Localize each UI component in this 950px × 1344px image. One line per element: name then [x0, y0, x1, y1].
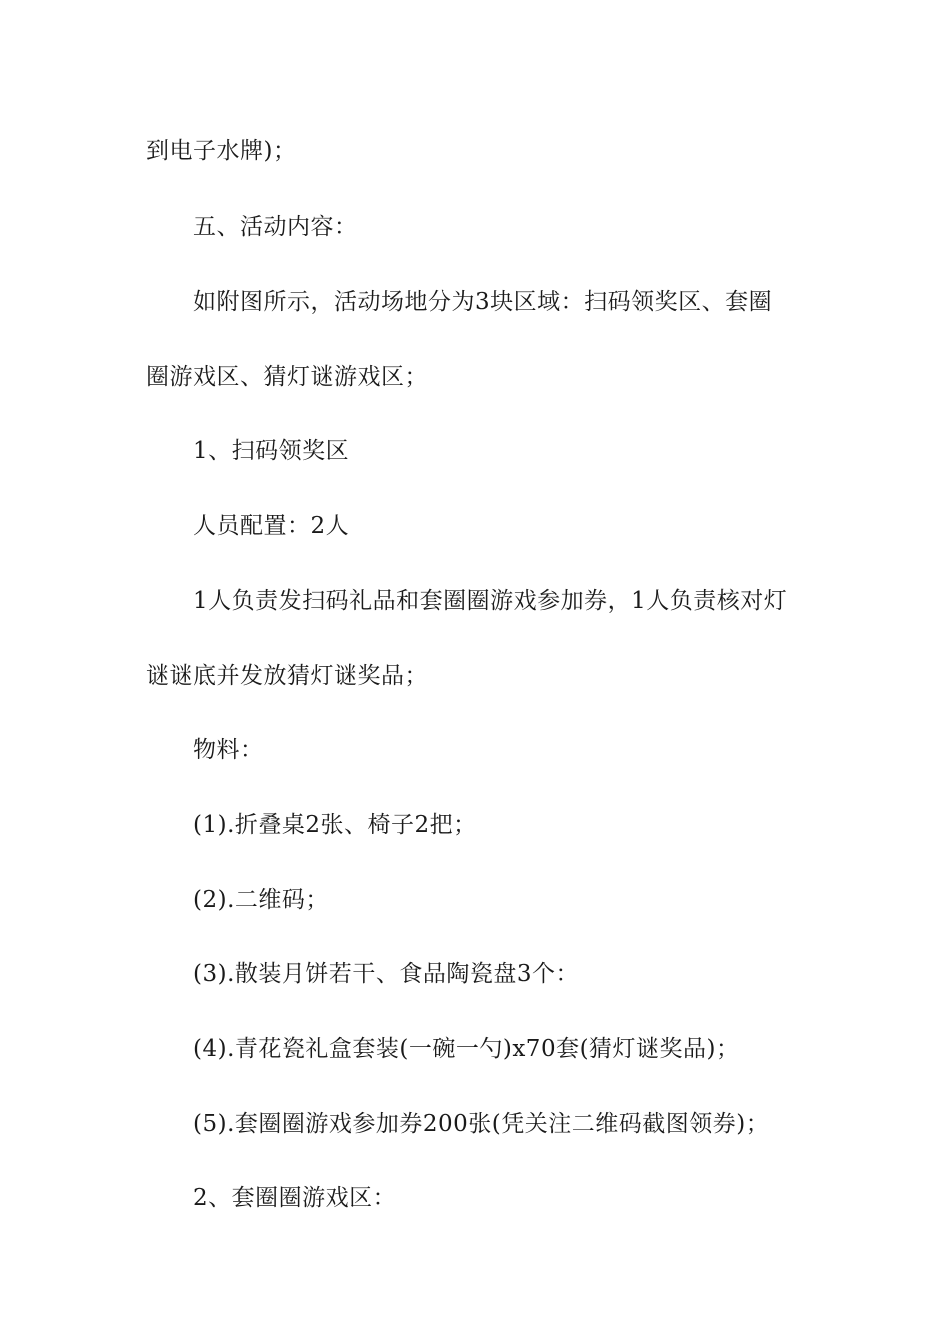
list-item: (3).散装月饼若干、食品陶瓷盘3个： — [193, 961, 580, 987]
paragraph-line: 人员配置：2人 — [193, 513, 350, 539]
subsection-heading: 2、套圈圈游戏区： — [193, 1185, 397, 1211]
paragraph-line: 谜谜底并发放猜灯谜奖品； — [146, 663, 428, 689]
list-item: (5).套圈圈游戏参加券200张(凭关注二维码截图领券)； — [193, 1111, 770, 1137]
subsection-heading: 1、扫码领奖区 — [193, 438, 350, 464]
section-heading: 五、活动内容： — [193, 214, 358, 240]
list-item: (4).青花瓷礼盒套装(一碗一勺)x70套(猜灯谜奖品)； — [193, 1036, 740, 1062]
paragraph-line: 如附图所示，活动场地分为3块区域：扫码领奖区、套圈 — [193, 289, 773, 315]
paragraph-line: 圈游戏区、猜灯谜游戏区； — [146, 364, 428, 390]
paragraph-line: 1人负责发扫码礼品和套圈圈游戏参加券，1人负责核对灯 — [193, 588, 788, 614]
list-item: (2).二维码； — [193, 887, 329, 913]
paragraph-line: 到电子水牌)； — [146, 138, 297, 164]
paragraph-line: 物料： — [193, 737, 264, 763]
list-item: (1).折叠桌2张、椅子2把； — [193, 812, 477, 838]
